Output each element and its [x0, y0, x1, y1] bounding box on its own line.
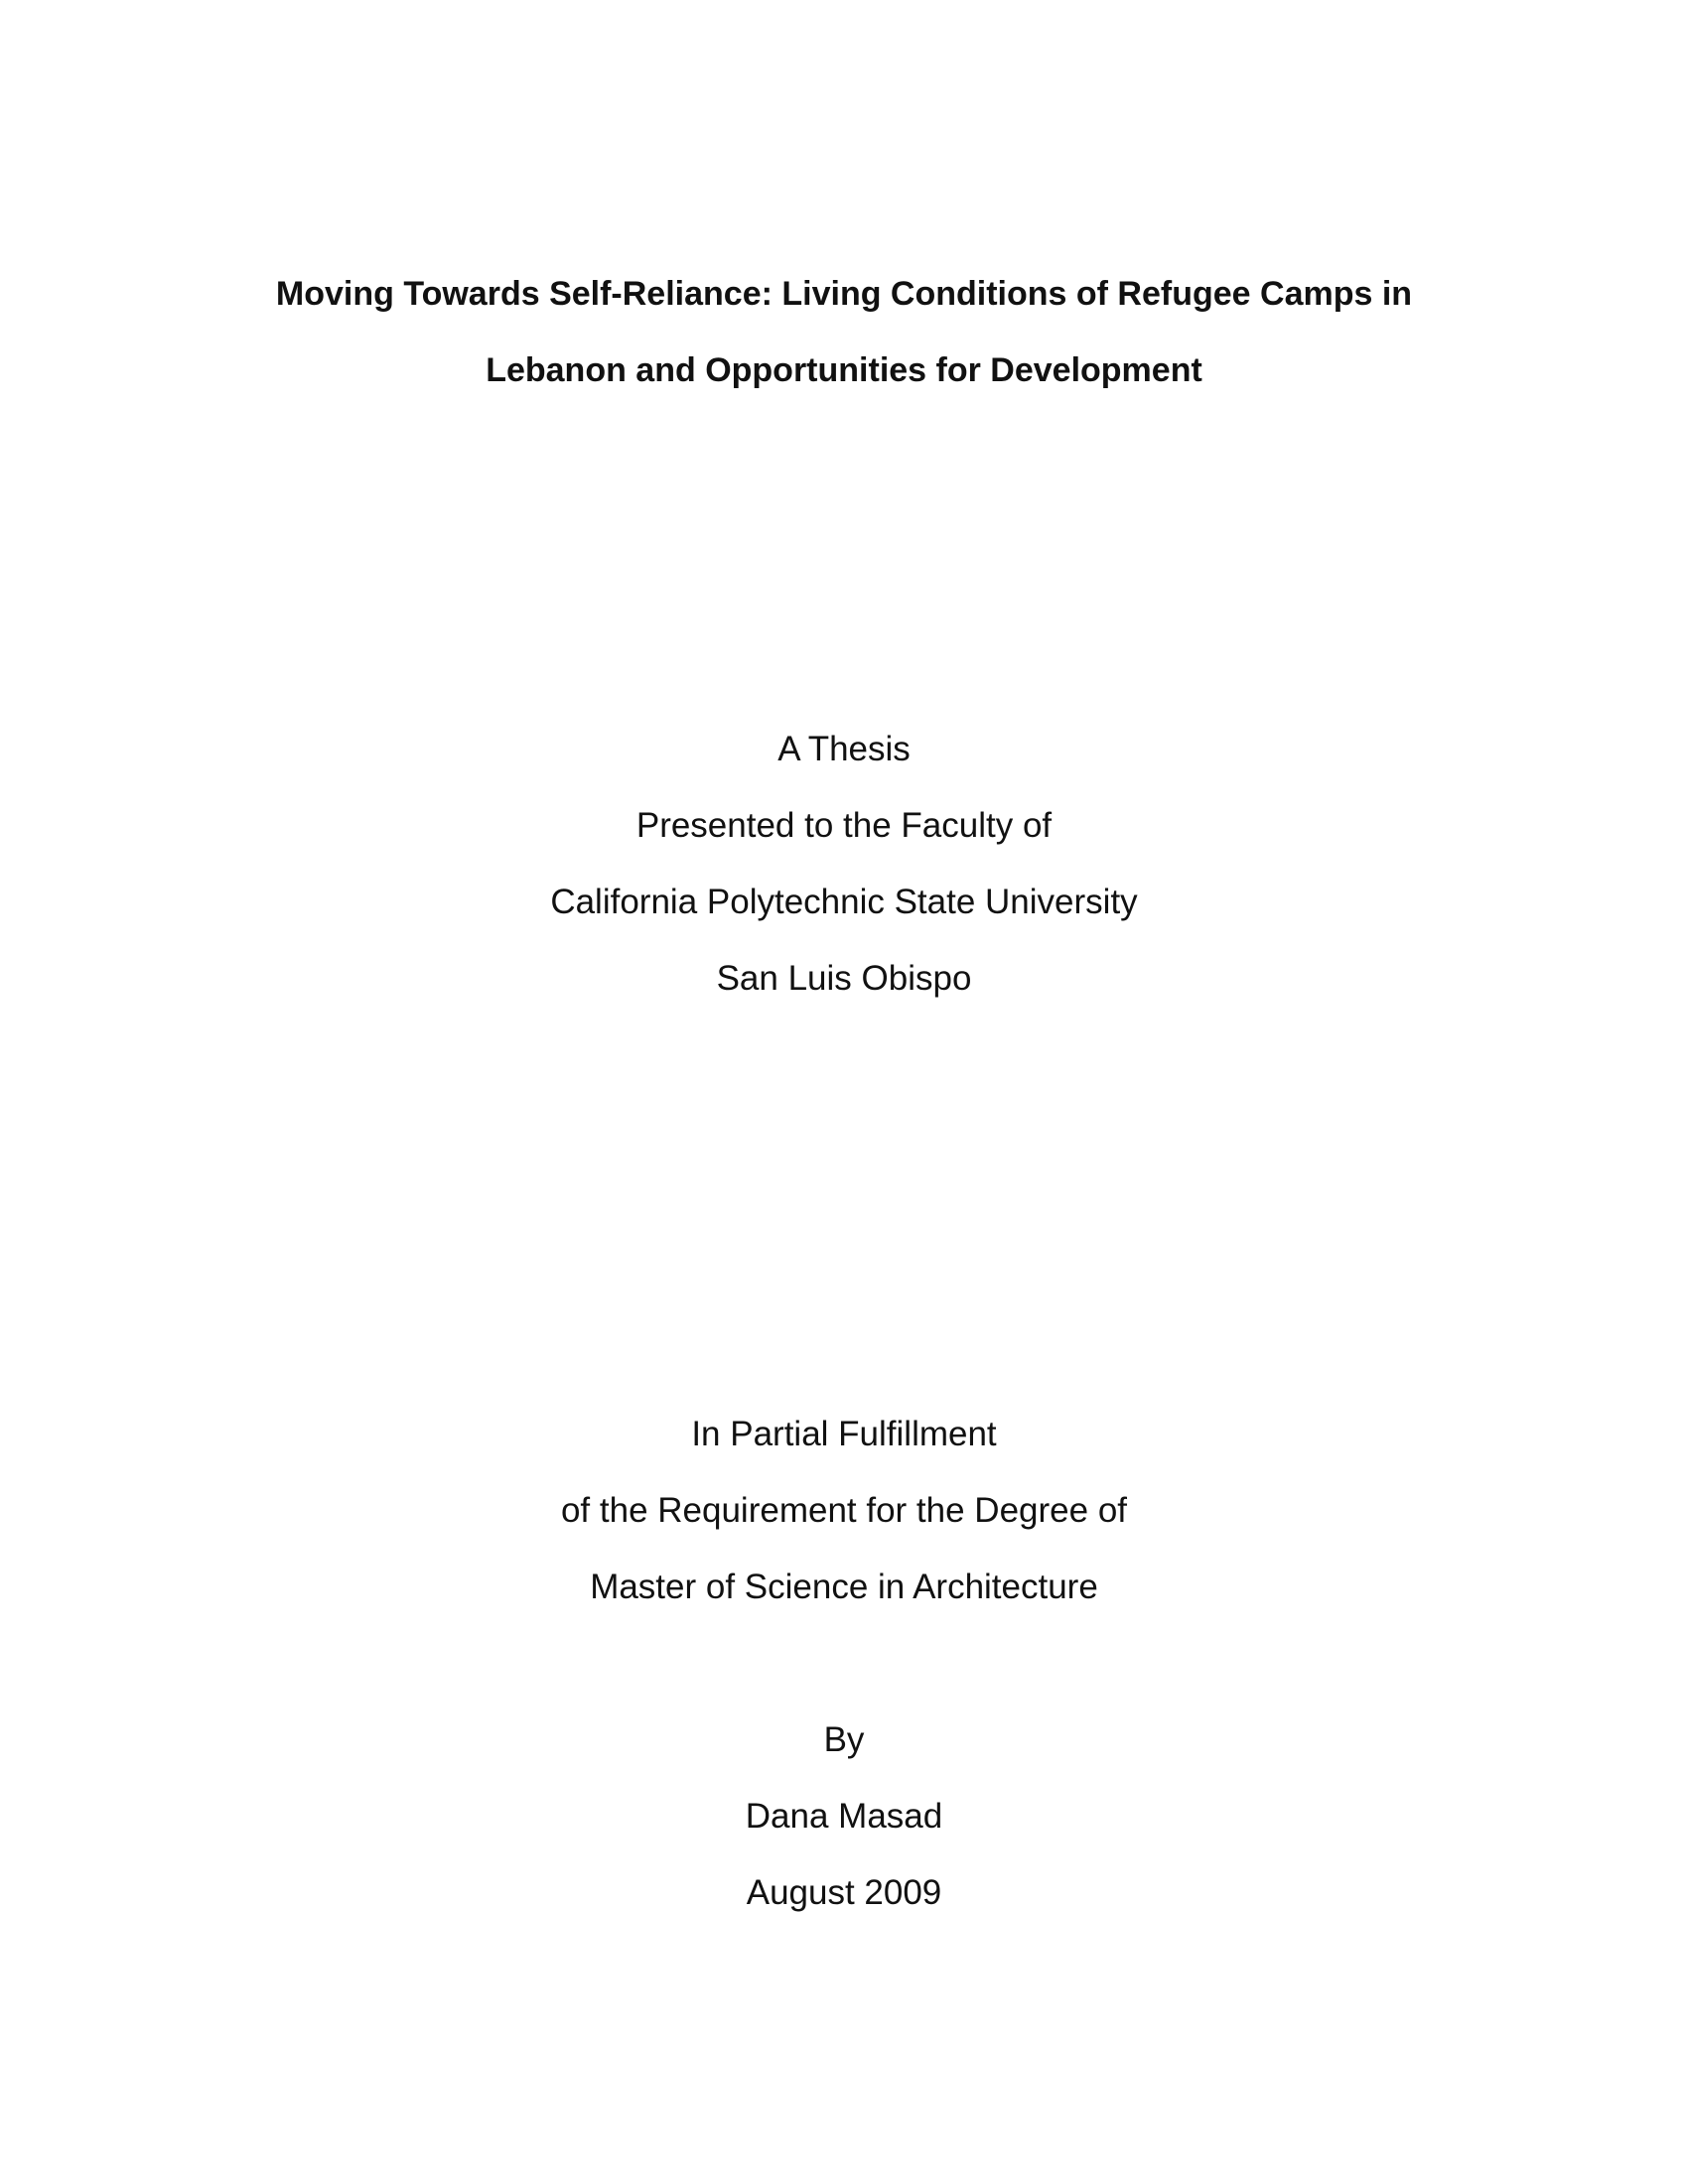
degree-name: Master of Science in Architecture — [590, 1568, 1098, 1606]
fulfillment-line-1: In Partial Fulfillment — [691, 1415, 997, 1453]
fulfillment-line-2: of the Requirement for the Degree of — [560, 1491, 1128, 1530]
by-label: By — [823, 1720, 865, 1759]
publication-date: August 2009 — [746, 1873, 942, 1912]
author-name: Dana Masad — [745, 1797, 943, 1836]
university-location: San Luis Obispo — [716, 959, 972, 998]
thesis-title-line-1: Moving Towards Self-Reliance: Living Conditions of Refugee Camps in — [275, 275, 1413, 313]
presented-to: Presented to the Faculty of — [635, 806, 1053, 845]
thesis-title-line-2: Lebanon and Opportunities for Development — [486, 351, 1202, 389]
university-name: California Polytechnic State University — [550, 883, 1138, 921]
document-type: A Thesis — [777, 730, 911, 768]
